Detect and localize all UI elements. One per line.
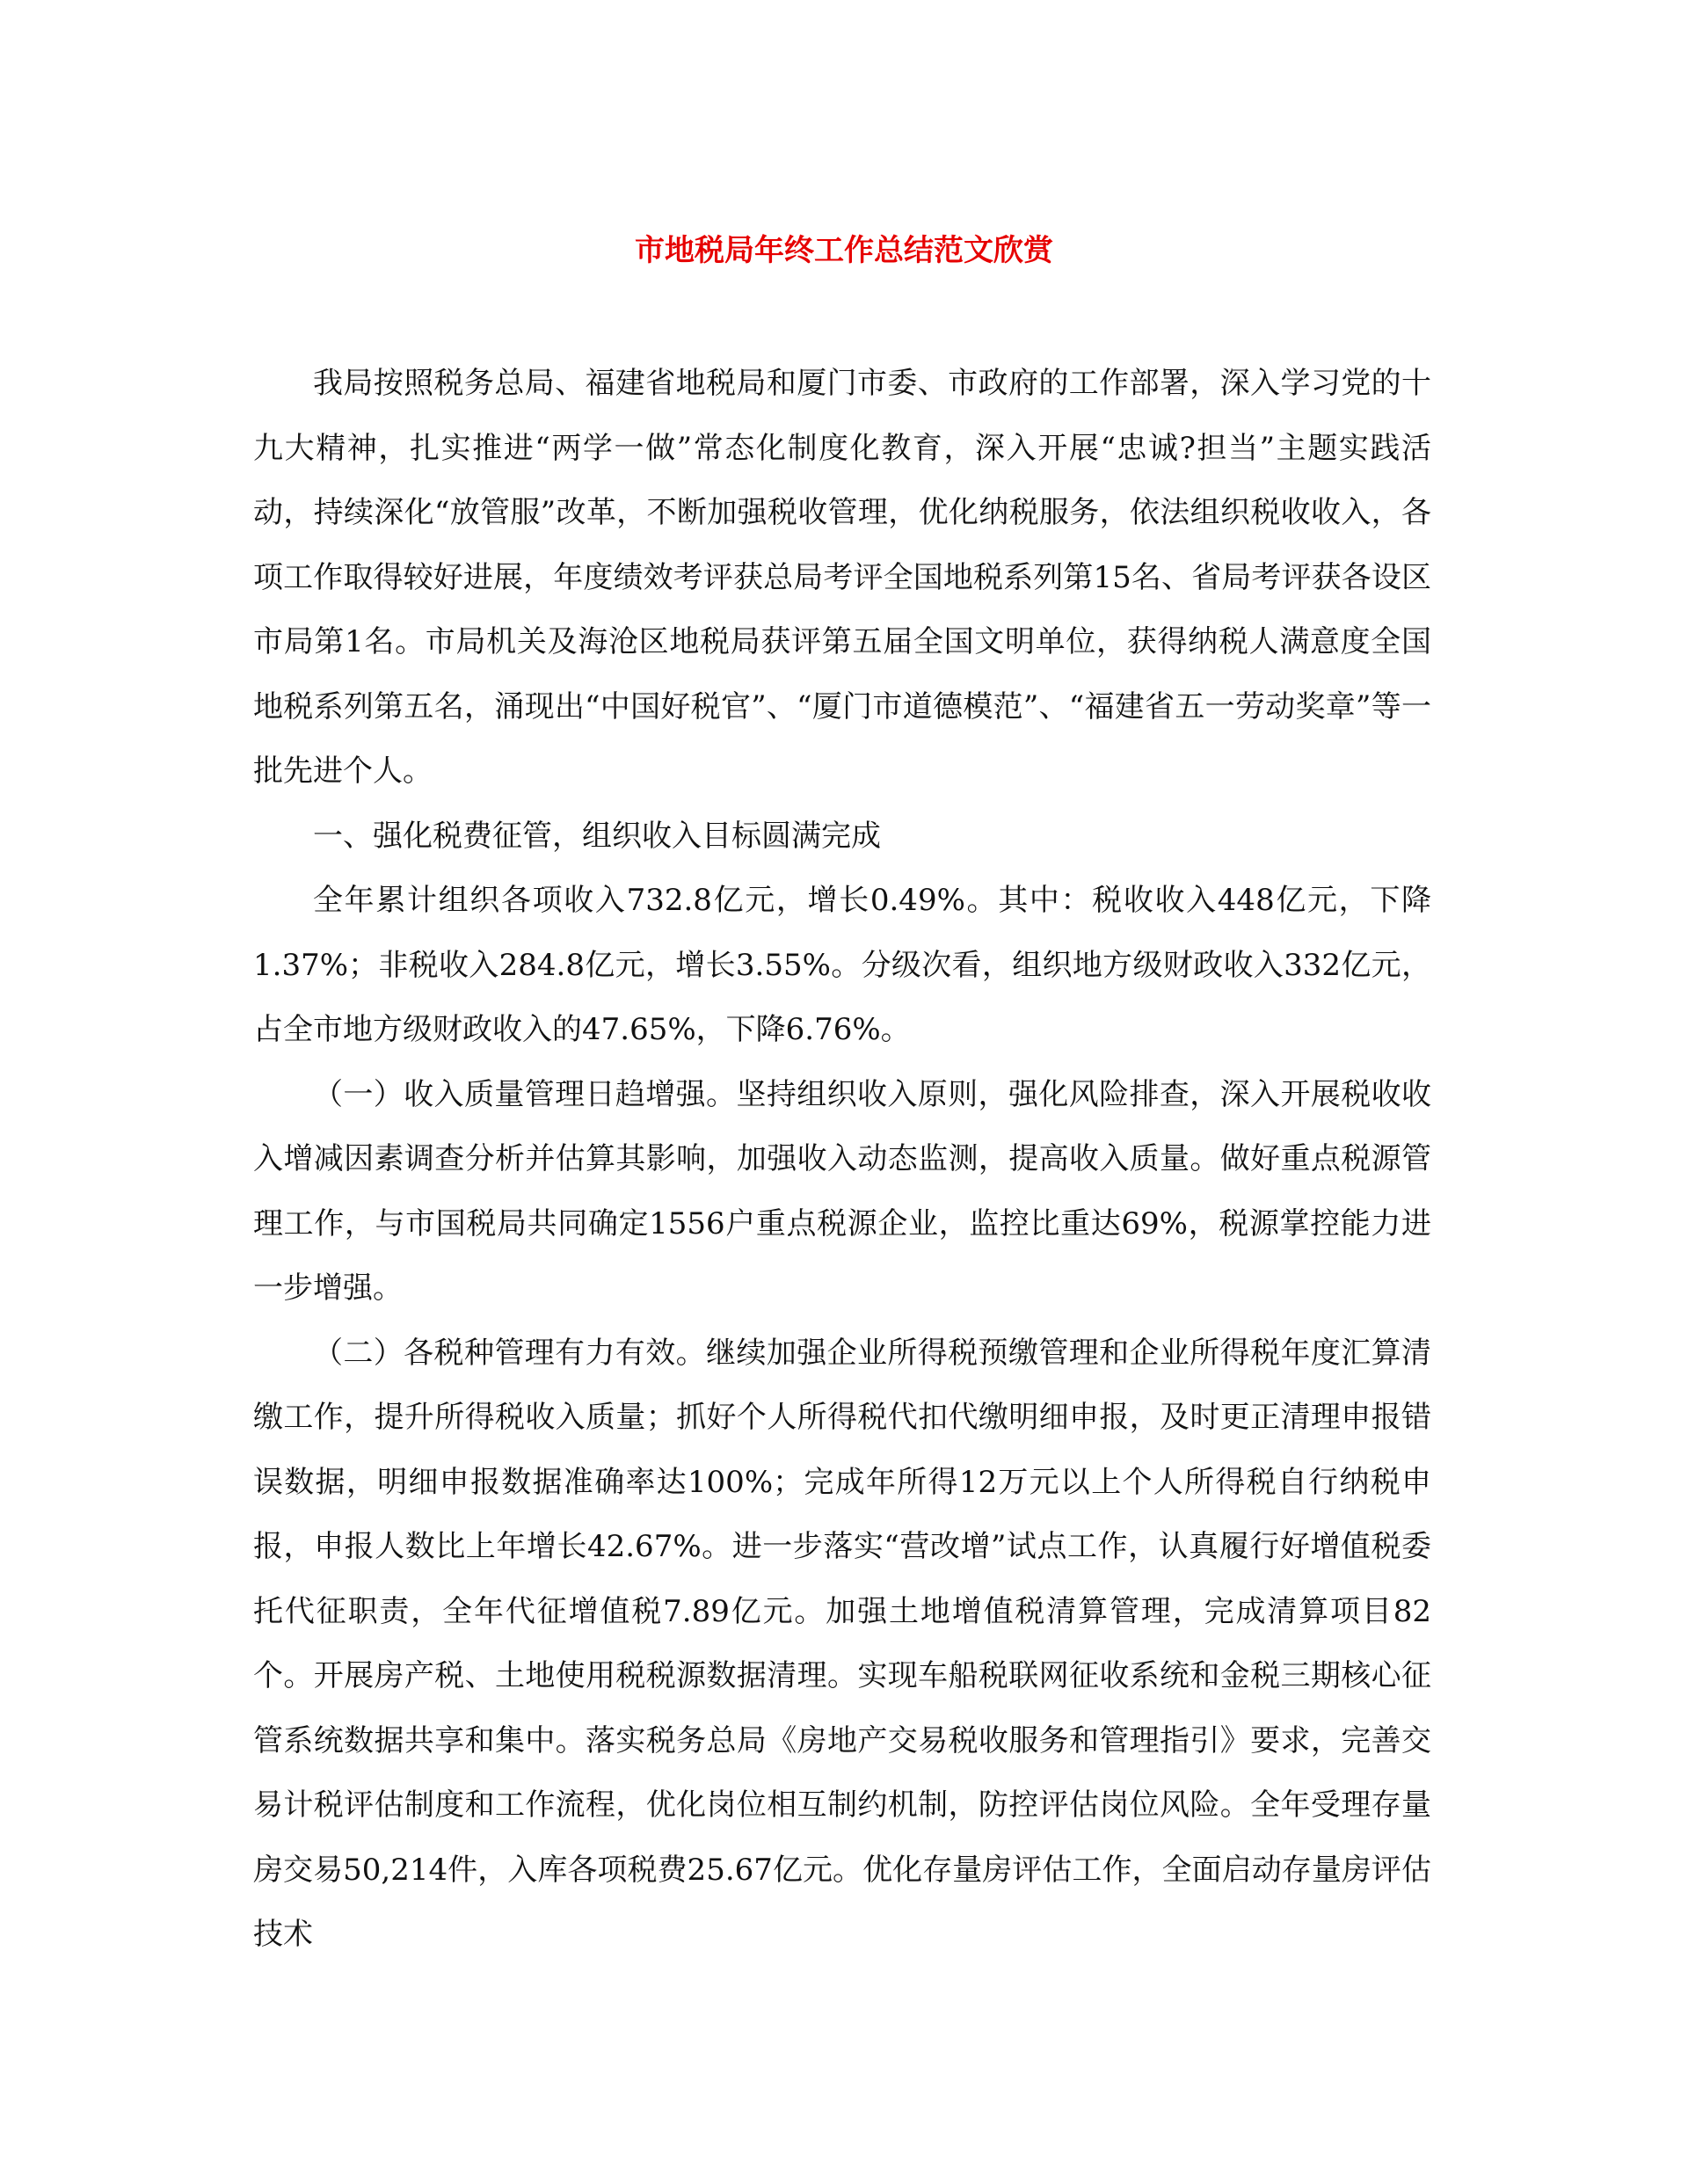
paragraph-subsection-2: （二）各税种管理有力有效。继续加强企业所得税预缴管理和企业所得税年度汇算清缴工作，提升所得税收入质量；抓好个人所得税代扣代缴明细申报，及时更正清理申报错误数据，明细申报数据准确率达100%；完成年所得12万元以上个人所得税自行纳税申报，申报人数比上年增长42.67%。进一步落实“营改增”试点工作，认真履行好增值税委托代征职责，全年代征增值税7.89亿元。加强土地增值税清算管理，完成清算项目82个。开展房产税、土地使用税税源数据清理。实现车船税联网征收系统和金税三期核心征管系统数据共享和集中。落实税务总局《房地产交易税收服务和管理指引》要求，完善交易计税评估制度和工作流程，优化岗位相互制约机制，防控评估岗位风险。全年受理存量房交易50,214件，入库各项税费25.67亿元。优化存量房评估工作，全面启动存量房评估技术 bbox=[253, 1335, 1431, 1952]
paragraph-revenue-summary: 全年累计组织各项收入732.8亿元，增长0.49%。其中：税收收入448亿元，下降1.37%；非税收入284.8亿元，增长3.55%。分级次看，组织地方级财政收入332亿元，占全市地方级财政收入的47.65%，下降6.76%。 bbox=[253, 883, 1431, 1047]
document-title: 市地税局年终工作总结范文欣赏 bbox=[635, 233, 1053, 268]
paragraph-subsection-1: （一）收入质量管理日趋增强。坚持组织收入原则，强化风险排查，深入开展税收收入增减因素调查分析并估算其影响，加强收入动态监测，提高收入质量。做好重点税源管理工作，与市国税局共同确定1556户重点税源企业，监控比重达69%，税源掌控能力进一步增强。 bbox=[253, 1076, 1431, 1306]
document-body bbox=[253, 352, 1431, 1968]
paragraph-intro: 我局按照税务总局、福建省地税局和厦门市委、市政府的工作部署，深入学习党的十九大精神，扎实推进“两学一做”常态化制度化教育，深入开展“忠诚?担当”主题实践活动，持续深化“放管服”改革，不断加强税收管理，优化纳税服务，依法组织税收收入，各项工作取得较好进展，年度绩效考评获总局考评全国地税系列第15名、省局考评获各设区市局第1名。市局机关及海沧区地税局获评第五届全国文明单位，获得纳税人满意度全国地税系列第五名，涌现出“中国好税官”、“厦门市道德模范”、“福建省五一劳动奖章”等一批先进个人。 bbox=[253, 366, 1431, 789]
section-heading-1: 一、强化税费征管，组织收入目标圆满完成 bbox=[313, 818, 881, 854]
